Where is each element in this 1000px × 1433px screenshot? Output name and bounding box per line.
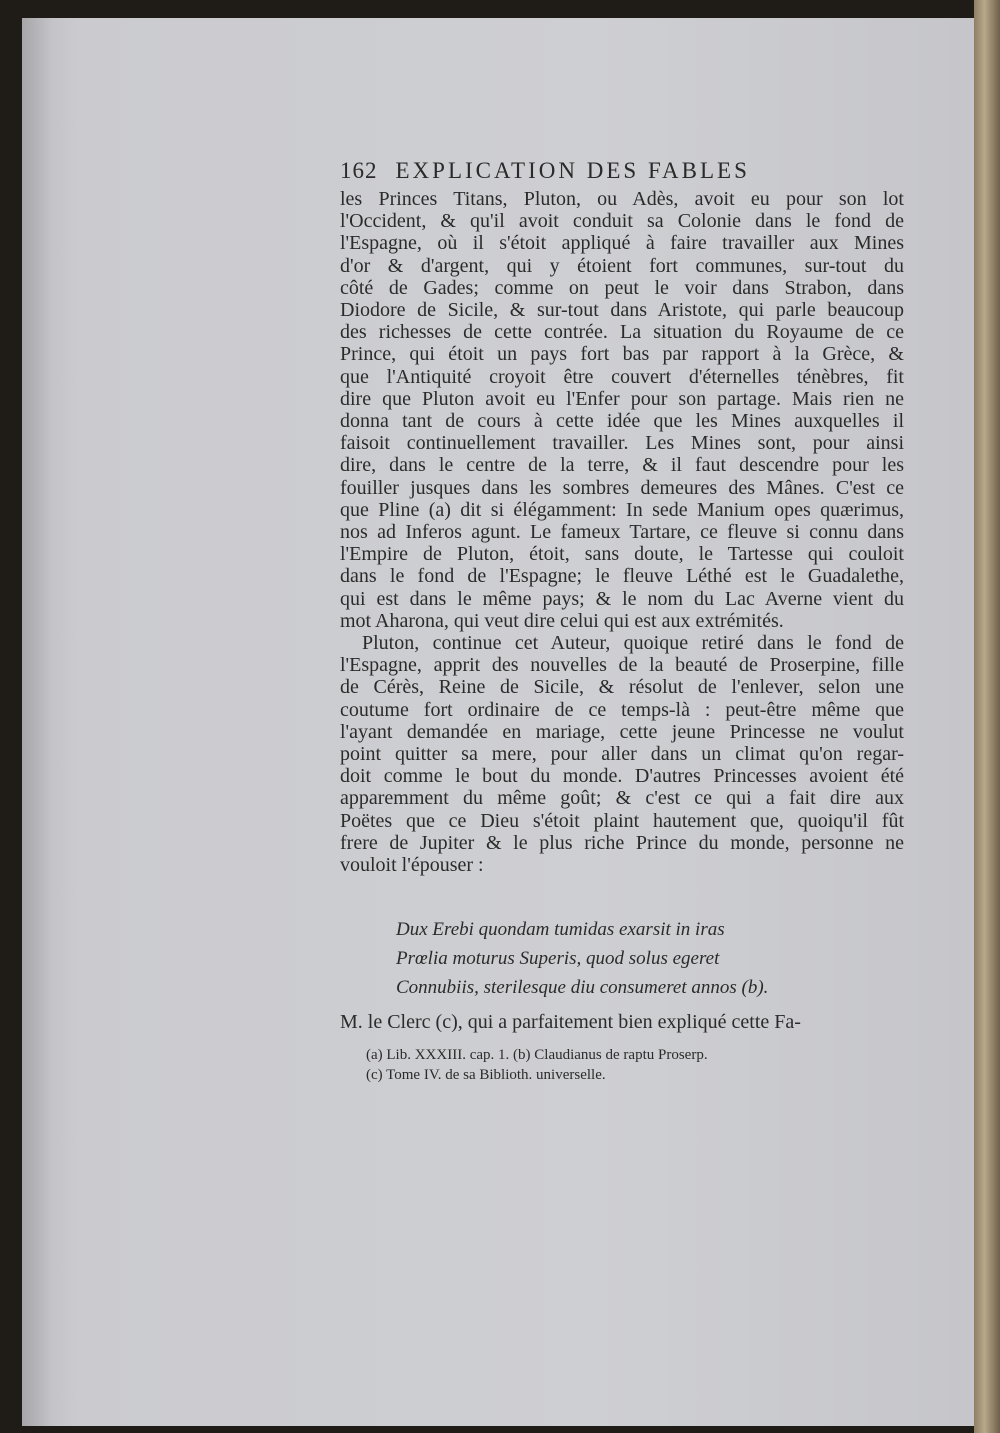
- text-line: Prince, qui étoit un pays fort bas par rapport à la Grèce, &: [340, 343, 904, 366]
- text-line: côté de Gades; comme on peut le voir dans Strabon, dans: [340, 276, 904, 299]
- gutter-shadow: [22, 18, 52, 1426]
- text-line: l'ayant demandée en mariage, cette jeune Princesse ne voulut: [340, 720, 904, 743]
- footnote: (a) Lib. XXXIII. cap. 1. (b) Claudianus de raptu Proserp.: [366, 1047, 708, 1063]
- text-line: l'Occident, & qu'il avoit conduit sa Colonie dans le fond de: [340, 210, 904, 233]
- main-text: [340, 188, 904, 876]
- paragraph-2: [340, 632, 904, 654]
- running-title: EXPLICATION DES FABLES: [395, 158, 750, 183]
- text-line: dans le fond de l'Espagne; le fleuve Léthé est le Guadalethe,: [340, 565, 904, 588]
- text-line: l'Empire de Pluton, étoit, sans doute, le Tartesse qui couloit: [340, 543, 904, 566]
- text-line: l'Espagne, où il s'étoit appliqué à faire travailler aux Mines: [340, 232, 904, 255]
- text-line: frere de Jupiter & le plus riche Prince du monde, personne ne: [340, 831, 904, 854]
- text-line: l'Espagne, apprit des nouvelles de la beauté de Proserpine, fille: [340, 654, 904, 677]
- text-line: les Princes Titans, Pluton, ou Adès, avoit eu pour son lot: [340, 188, 904, 210]
- text-line: de Cérès, Reine de Sicile, & résolut de l'enlever, selon une: [340, 676, 904, 699]
- page-number: 162: [340, 158, 378, 183]
- text-line: mot Aharona, qui veut dire celui qui est aux extrémités.: [340, 609, 784, 632]
- text-line: d'or & d'argent, qui y étoient fort communes, sur-tout du: [340, 254, 904, 277]
- text-line: doit comme le bout du monde. D'autres Princesses avoient été: [340, 765, 904, 788]
- text-line: que l'Antiquité croyoit être couvert d'éternelles ténèbres, fit: [340, 365, 904, 388]
- text-line: faisoit continuellement travailler. Les Mines sont, pour ainsi: [340, 432, 904, 455]
- continuation-line: M. le Clerc (c), qui a parfaitement bien expliqué cette Fa-: [340, 1011, 801, 1033]
- text-line: point quitter sa mere, pour aller dans un climat qu'on regar-: [340, 743, 904, 766]
- text-line: Pluton, continue cet Auteur, quoique retiré dans le fond de: [362, 632, 904, 655]
- verse-line: Prœlia moturus Superis, quod solus egeret: [396, 948, 720, 969]
- verse-line: Dux Erebi quondam tumidas exarsit in iras: [396, 919, 725, 940]
- paragraph-2-body: [340, 654, 904, 876]
- text-line: des richesses de cette contrée. La situation du Royaume de ce: [340, 321, 904, 344]
- footnote: (c) Tome IV. de sa Biblioth. universelle.: [366, 1067, 606, 1083]
- text-line: dire que Pluton avoit eu l'Enfer pour son partage. Mais rien ne: [340, 387, 904, 410]
- text-line: Poëtes que ce Dieu s'étoit plaint hautement que, quoiqu'il fût: [340, 809, 904, 832]
- paragraph-1: [340, 188, 904, 632]
- text-line: donna tant de cours à cette idée que les Mines auxquelles il: [340, 410, 904, 433]
- text-line: vouloit l'épouser :: [340, 854, 484, 877]
- text-line: coutume fort ordinaire de ce temps-là : peut-être même que: [340, 698, 904, 721]
- text-line: que Pline (a) dit si élégamment: In sede Manium opes quærimus,: [340, 498, 904, 521]
- text-line: dire, dans le centre de la terre, & il faut descendre pour les: [340, 454, 904, 477]
- text-line: qui est dans le même pays; & le nom du Lac Averne vient du: [340, 587, 904, 610]
- text-line: nos ad Inferos agunt. Le fameux Tartare, ce fleuve si connu dans: [340, 521, 904, 544]
- book-spine-edge: [974, 0, 1000, 1433]
- running-head: [340, 158, 840, 184]
- latin-verse: [396, 915, 896, 1002]
- text-line: Diodore de Sicile, & sur-tout dans Aristote, qui parle beaucoup: [340, 299, 904, 322]
- footnotes: [366, 1045, 906, 1085]
- verse-line: Connubiis, sterilesque diu consumeret annos (b).: [396, 977, 769, 998]
- text-line: fouiller jusques dans les sombres demeures des Mânes. C'est ce: [340, 476, 904, 499]
- text-line: apparemment du même goût; & c'est ce qui a fait dire aux: [340, 787, 904, 810]
